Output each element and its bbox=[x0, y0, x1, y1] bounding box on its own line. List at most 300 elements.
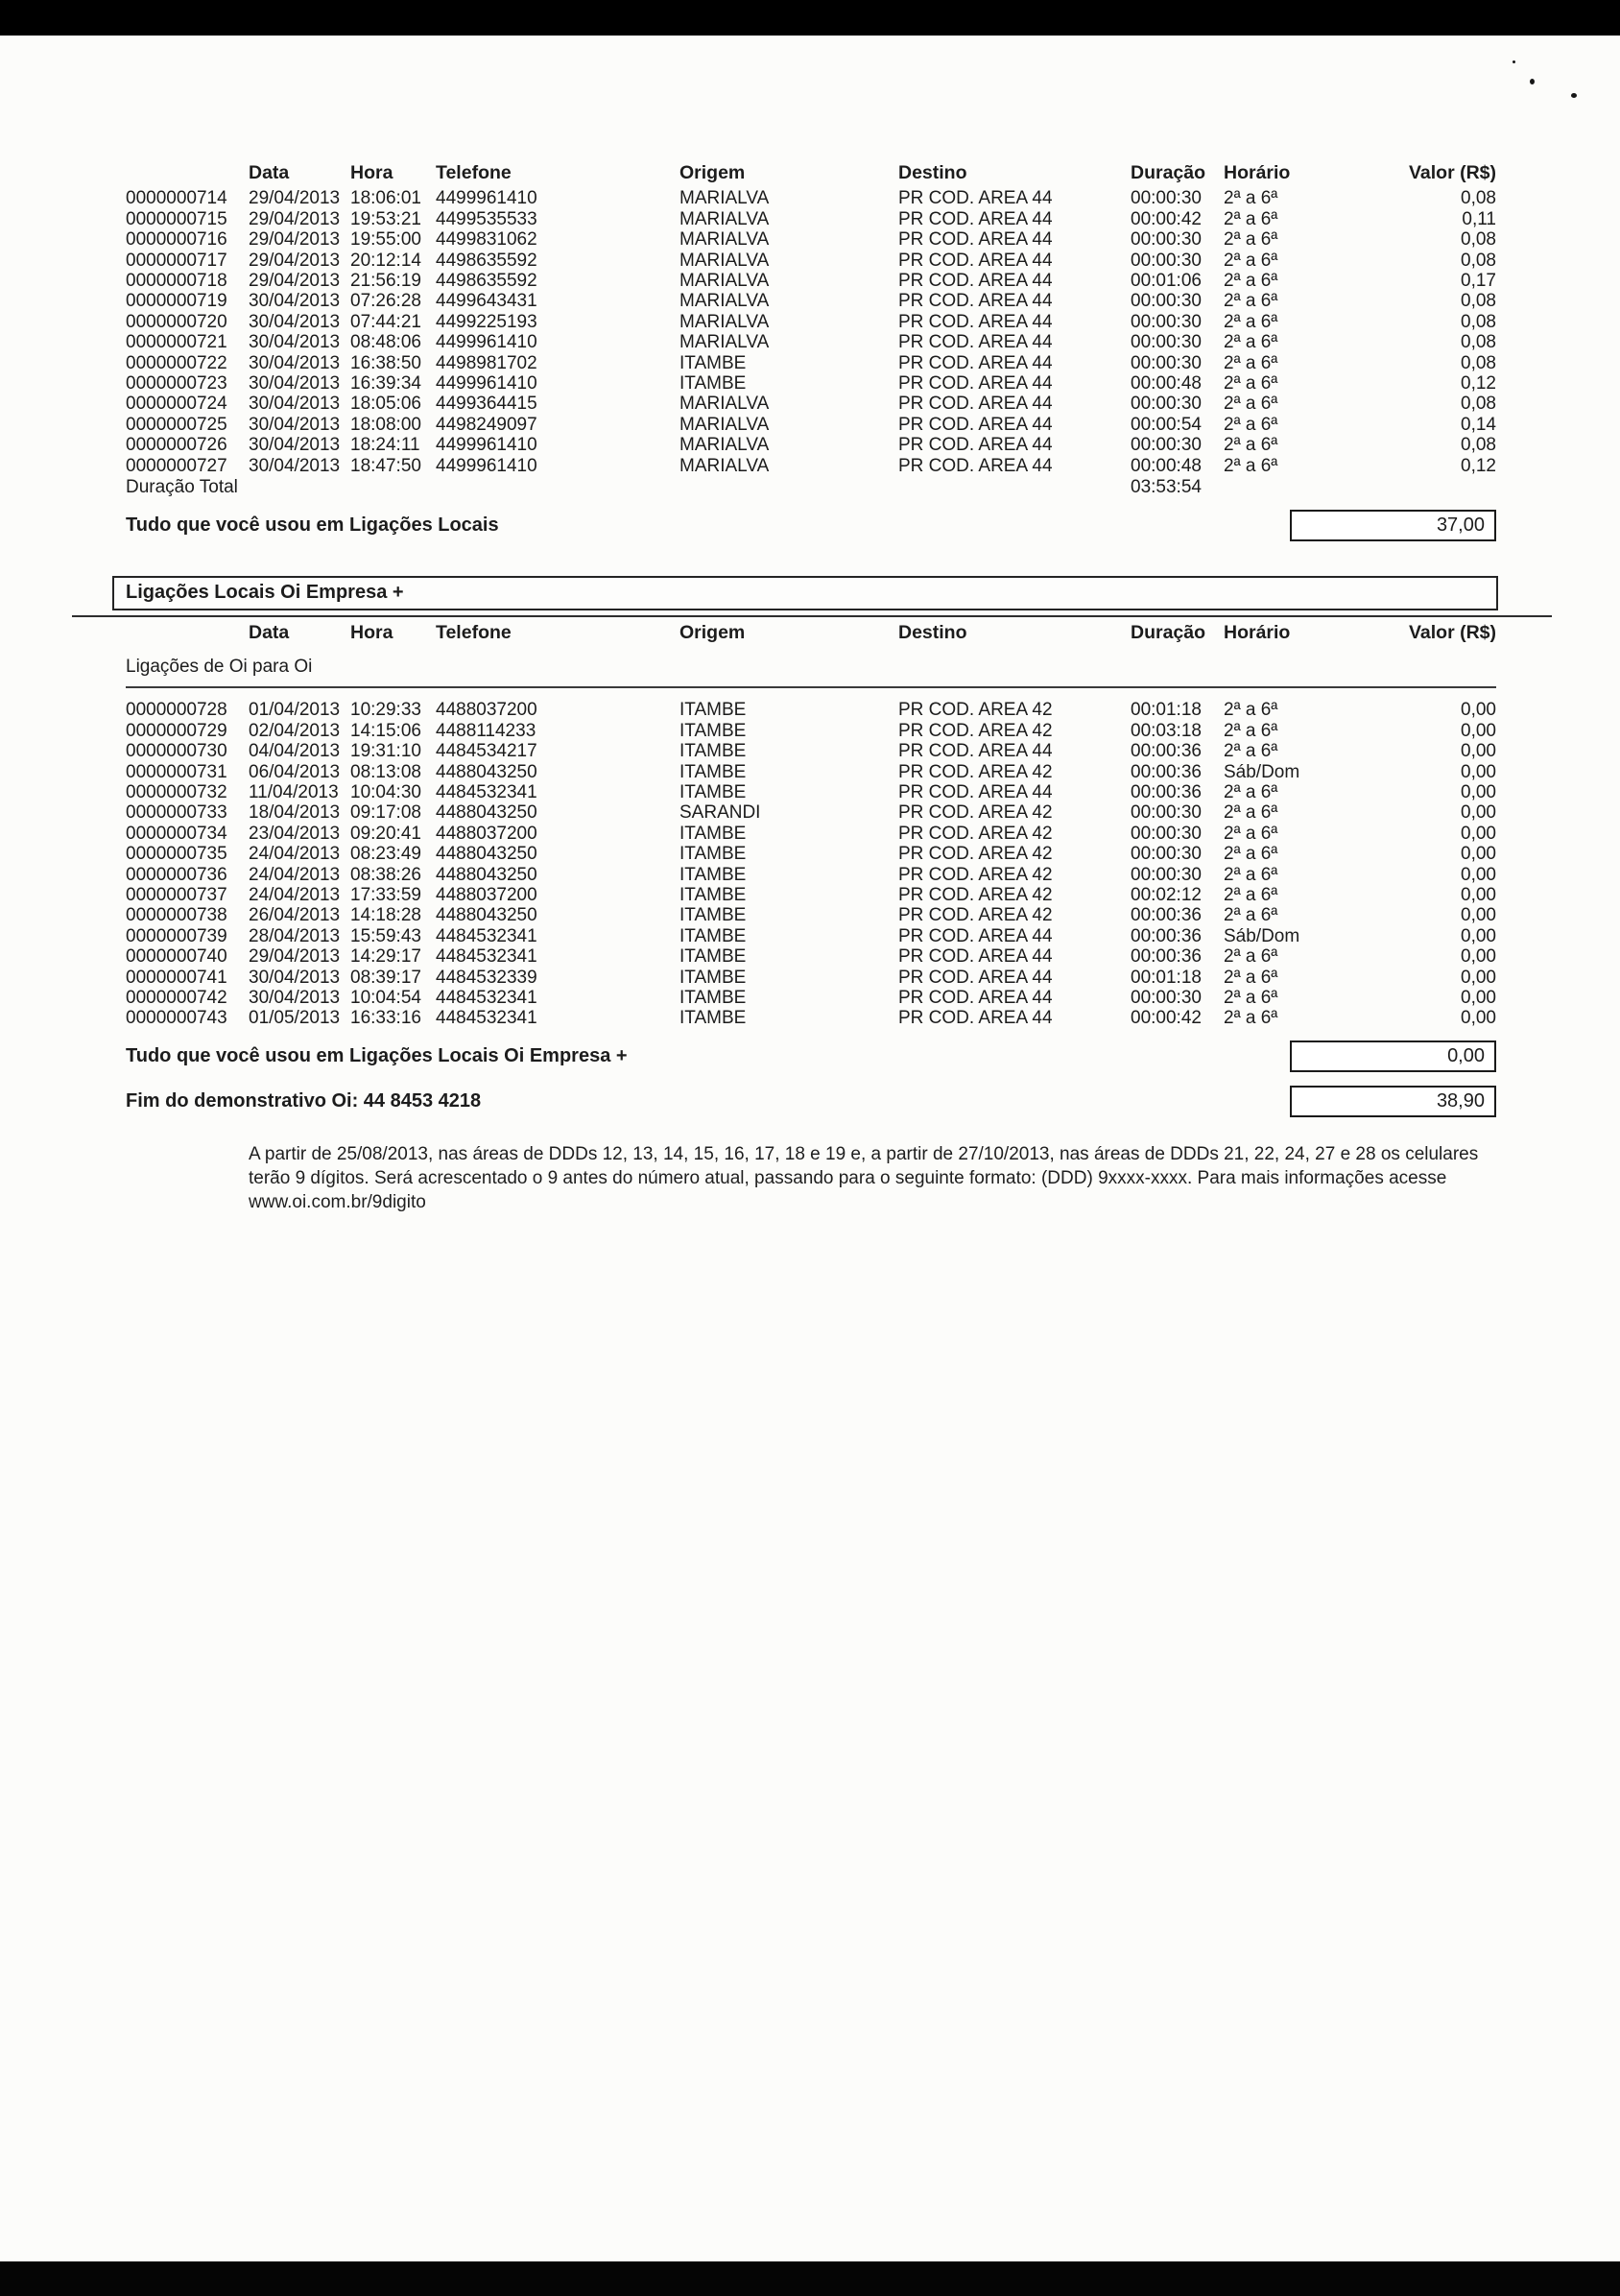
cell: ITAMBE bbox=[679, 761, 747, 782]
call-record-row bbox=[126, 721, 1496, 741]
cell: PR COD. AREA 44 bbox=[898, 781, 1053, 802]
call-record-row bbox=[126, 762, 1496, 782]
cell: PR COD. AREA 44 bbox=[898, 394, 1053, 415]
cell: 00:00:30 bbox=[1131, 844, 1202, 865]
cell: PR COD. AREA 44 bbox=[898, 455, 1053, 476]
cell: 2ª a 6ª bbox=[1224, 271, 1278, 292]
cell: ITAMBE bbox=[679, 988, 747, 1008]
cell: 0000000717 bbox=[126, 250, 227, 271]
cell: 00:00:42 bbox=[1131, 1008, 1202, 1029]
empty-cell bbox=[1224, 476, 1496, 497]
column-header: Telefone bbox=[436, 621, 512, 643]
column-header: Origem bbox=[679, 162, 746, 183]
cell: 4484532341 bbox=[436, 925, 537, 946]
cell: 30/04/2013 bbox=[249, 988, 341, 1008]
local-calls-summary-label: Tudo que você usou em Ligações Locais bbox=[126, 514, 499, 536]
cell: MARIALVA bbox=[679, 250, 770, 271]
cell: 14:18:28 bbox=[350, 905, 421, 926]
cell: PR COD. AREA 44 bbox=[898, 311, 1053, 332]
cell: 01/05/2013 bbox=[249, 1008, 341, 1029]
scan-speck bbox=[1530, 79, 1535, 84]
cell: 0000000732 bbox=[126, 781, 227, 802]
cell: 0000000729 bbox=[126, 720, 227, 741]
cell: 00:00:36 bbox=[1131, 781, 1202, 802]
cell: 0,08 bbox=[1461, 394, 1496, 415]
cell: 00:01:18 bbox=[1131, 967, 1202, 988]
cell: 0,00 bbox=[1461, 864, 1496, 885]
cell: 0000000734 bbox=[126, 823, 227, 844]
cell: 0,08 bbox=[1461, 250, 1496, 271]
cell: 4499831062 bbox=[436, 229, 537, 251]
cell: ITAMBE bbox=[679, 864, 747, 885]
cell: MARIALVA bbox=[679, 332, 770, 353]
cell: 4484532341 bbox=[436, 1008, 537, 1029]
cell: 0,12 bbox=[1461, 455, 1496, 476]
cell: 0,11 bbox=[1462, 208, 1496, 229]
column-header: Telefone bbox=[436, 162, 512, 183]
cell: 4488043250 bbox=[436, 905, 537, 926]
cell: 4484532341 bbox=[436, 781, 537, 802]
cell: 30/04/2013 bbox=[249, 455, 341, 476]
cell: 30/04/2013 bbox=[249, 414, 341, 435]
cell: 4499225193 bbox=[436, 311, 537, 332]
cell: ITAMBE bbox=[679, 967, 747, 988]
cell: 11/04/2013 bbox=[249, 781, 339, 802]
bill-content bbox=[126, 163, 1496, 1214]
cell: 30/04/2013 bbox=[249, 394, 341, 415]
cell: 0000000730 bbox=[126, 741, 227, 762]
cell: 2ª a 6ª bbox=[1224, 1008, 1278, 1029]
oi-empresa-section-title: Ligações Locais Oi Empresa + bbox=[126, 582, 404, 603]
oi-empresa-summary bbox=[126, 1040, 1496, 1072]
cell: ITAMBE bbox=[679, 925, 747, 946]
cell: 00:02:12 bbox=[1131, 884, 1202, 905]
cell: ITAMBE bbox=[679, 720, 747, 741]
cell: PR COD. AREA 44 bbox=[898, 925, 1053, 946]
call-record-row bbox=[126, 188, 1496, 208]
cell: MARIALVA bbox=[679, 229, 770, 251]
cell: 21:56:19 bbox=[350, 271, 421, 292]
cell: 0,00 bbox=[1461, 761, 1496, 782]
cell: 4498635592 bbox=[436, 271, 537, 292]
cell: 4484532339 bbox=[436, 967, 537, 988]
cell: PR COD. AREA 42 bbox=[898, 864, 1053, 885]
column-header: Destino bbox=[898, 621, 967, 643]
oi-empresa-total-value: 0,00 bbox=[1447, 1044, 1485, 1066]
cell: 2ª a 6ª bbox=[1224, 781, 1278, 802]
cell: 18:05:06 bbox=[350, 394, 421, 415]
call-record-row bbox=[126, 415, 1496, 435]
cell: 10:04:30 bbox=[350, 781, 421, 802]
cell: 08:48:06 bbox=[350, 332, 421, 353]
cell: 4488037200 bbox=[436, 700, 537, 721]
cell: 29/04/2013 bbox=[249, 250, 341, 271]
cell: 2ª a 6ª bbox=[1224, 905, 1278, 926]
cell: 0,17 bbox=[1461, 271, 1496, 292]
cell: ITAMBE bbox=[679, 844, 747, 865]
cell: 29/04/2013 bbox=[249, 229, 341, 251]
call-record-row bbox=[126, 456, 1496, 476]
call-record-row bbox=[126, 687, 1496, 720]
cell: 0,00 bbox=[1461, 925, 1496, 946]
cell: 0000000722 bbox=[126, 352, 227, 373]
cell: 04/04/2013 bbox=[249, 741, 341, 762]
cell: 00:01:06 bbox=[1131, 271, 1202, 292]
cell: 18:24:11 bbox=[350, 435, 420, 456]
cell: 4499961410 bbox=[436, 455, 537, 476]
cell: 00:00:30 bbox=[1131, 802, 1202, 824]
cell: 09:20:41 bbox=[350, 823, 421, 844]
cell: 4499364415 bbox=[436, 394, 537, 415]
cell: PR COD. AREA 42 bbox=[898, 905, 1053, 926]
cell: 4488114233 bbox=[436, 720, 536, 741]
cell: 4499961410 bbox=[436, 435, 537, 456]
cell: 00:00:36 bbox=[1131, 946, 1202, 968]
cell: 23/04/2013 bbox=[249, 823, 341, 844]
bill-final-total-value: 38,90 bbox=[1436, 1089, 1485, 1112]
cell: 0000000718 bbox=[126, 271, 227, 292]
cell: 0,00 bbox=[1461, 720, 1496, 741]
cell: 00:00:30 bbox=[1131, 291, 1202, 312]
cell: PR COD. AREA 44 bbox=[898, 988, 1053, 1008]
cell: 14:29:17 bbox=[350, 946, 421, 968]
cell: 2ª a 6ª bbox=[1224, 394, 1278, 415]
cell: PR COD. AREA 44 bbox=[898, 250, 1053, 271]
cell: 0000000714 bbox=[126, 188, 227, 209]
cell: 00:00:30 bbox=[1131, 250, 1202, 271]
bill-final-label: Fim do demonstrativo Oi: 44 8453 4218 bbox=[126, 1089, 482, 1112]
call-record-row bbox=[126, 802, 1496, 823]
call-record-row bbox=[126, 946, 1496, 967]
cell: 00:00:30 bbox=[1131, 435, 1202, 456]
cell: 0000000737 bbox=[126, 884, 227, 905]
cell: 30/04/2013 bbox=[249, 967, 341, 988]
cell: 0000000716 bbox=[126, 229, 227, 251]
cell: 00:00:54 bbox=[1131, 414, 1202, 435]
cell: 29/04/2013 bbox=[249, 208, 341, 229]
cell: 4499643431 bbox=[436, 291, 537, 312]
cell: 01/04/2013 bbox=[249, 700, 341, 721]
cell: 00:00:36 bbox=[1131, 925, 1202, 946]
cell: ITAMBE bbox=[679, 1008, 747, 1029]
cell: 4488037200 bbox=[436, 823, 537, 844]
cell: 07:26:28 bbox=[350, 291, 421, 312]
cell: PR COD. AREA 42 bbox=[898, 802, 1053, 824]
local-calls-total-box bbox=[1290, 510, 1496, 541]
bill-final-summary bbox=[126, 1086, 1496, 1117]
call-record-row bbox=[126, 435, 1496, 455]
cell: 2ª a 6ª bbox=[1224, 208, 1278, 229]
cell: 0000000726 bbox=[126, 435, 227, 456]
cell: 0000000725 bbox=[126, 414, 227, 435]
call-record-row bbox=[126, 844, 1496, 864]
cell: 09:17:08 bbox=[350, 802, 421, 824]
cell: PR COD. AREA 44 bbox=[898, 741, 1053, 762]
column-header: Duração bbox=[1131, 621, 1206, 643]
column-header: Data bbox=[249, 162, 290, 183]
call-record-row bbox=[126, 373, 1496, 394]
call-record-row bbox=[126, 291, 1496, 311]
cell: 0000000733 bbox=[126, 802, 227, 824]
cell: 0,08 bbox=[1461, 435, 1496, 456]
cell: PR COD. AREA 44 bbox=[898, 967, 1053, 988]
cell: ITAMBE bbox=[679, 884, 747, 905]
cell: 4498981702 bbox=[436, 352, 537, 373]
call-record-row bbox=[126, 394, 1496, 414]
cell: 0,12 bbox=[1461, 373, 1496, 395]
column-header: Hora bbox=[350, 621, 393, 643]
cell: Sáb/Dom bbox=[1224, 925, 1300, 946]
cell: 18:08:00 bbox=[350, 414, 421, 435]
scan-speck bbox=[1571, 93, 1577, 98]
cell: 00:00:30 bbox=[1131, 311, 1202, 332]
cell: 08:13:08 bbox=[350, 761, 421, 782]
cell: 29/04/2013 bbox=[249, 188, 341, 209]
cell: ITAMBE bbox=[679, 352, 747, 373]
cell: 4484532341 bbox=[436, 988, 537, 1008]
cell: PR COD. AREA 44 bbox=[898, 332, 1053, 353]
cell: 2ª a 6ª bbox=[1224, 967, 1278, 988]
cell: 0,08 bbox=[1461, 229, 1496, 251]
cell: 4499961410 bbox=[436, 373, 537, 395]
cell: 4488043250 bbox=[436, 802, 537, 824]
cell: 0000000736 bbox=[126, 864, 227, 885]
local-calls-total-value: 37,00 bbox=[1436, 514, 1485, 536]
call-record-row bbox=[126, 988, 1496, 1008]
cell: 00:00:30 bbox=[1131, 352, 1202, 373]
cell: 29/04/2013 bbox=[249, 946, 341, 968]
cell: 28/04/2013 bbox=[249, 925, 341, 946]
id-column-header bbox=[126, 163, 249, 188]
cell: 17:33:59 bbox=[350, 884, 421, 905]
cell: MARIALVA bbox=[679, 414, 770, 435]
call-record-row bbox=[126, 251, 1496, 271]
call-record-row bbox=[126, 824, 1496, 844]
cell: 30/04/2013 bbox=[249, 373, 341, 395]
cell: PR COD. AREA 44 bbox=[898, 373, 1053, 395]
cell: MARIALVA bbox=[679, 455, 770, 476]
cell: 2ª a 6ª bbox=[1224, 946, 1278, 968]
cell: 02/04/2013 bbox=[249, 720, 341, 741]
cell: ITAMBE bbox=[679, 373, 747, 395]
cell: ITAMBE bbox=[679, 946, 747, 968]
cell: 00:03:18 bbox=[1131, 720, 1202, 741]
cell: 29/04/2013 bbox=[249, 271, 341, 292]
cell: 08:23:49 bbox=[350, 844, 421, 865]
cell: 0,00 bbox=[1461, 1008, 1496, 1029]
cell: 16:39:34 bbox=[350, 373, 421, 395]
cell: 00:00:36 bbox=[1131, 905, 1202, 926]
cell: 19:53:21 bbox=[350, 208, 421, 229]
bill-final-total-box bbox=[1290, 1086, 1496, 1117]
scan-artifact-top-bar bbox=[0, 0, 1620, 36]
call-record-row bbox=[126, 885, 1496, 905]
cell: 0000000739 bbox=[126, 925, 227, 946]
cell: 30/04/2013 bbox=[249, 435, 341, 456]
cell: 0,00 bbox=[1461, 946, 1496, 968]
cell: 0000000724 bbox=[126, 394, 227, 415]
cell: 0,14 bbox=[1461, 414, 1496, 435]
nine-digit-notice: A partir de 25/08/2013, nas áreas de DDDs 12, 13, 14, 15, 16, 17, 18 e 19 e, a partir de 27/10/2013, nas áreas de DDDs 21, 22, 24, 27 e 28 os celulares terão 9 dígitos. Será acrescentado o 9 antes do número atual, passando para o seguinte formato: (DDD) 9xxxx-xxxx. Para mais informações acesse www.oi.com.br/9digito bbox=[249, 1143, 1479, 1212]
cell: 0,00 bbox=[1461, 700, 1496, 721]
cell: PR COD. AREA 42 bbox=[898, 761, 1053, 782]
cell: 14:15:06 bbox=[350, 720, 421, 741]
cell: 4498635592 bbox=[436, 250, 537, 271]
call-record-row bbox=[126, 926, 1496, 946]
cell: 07:44:21 bbox=[350, 311, 421, 332]
cell: 00:00:36 bbox=[1131, 741, 1202, 762]
cell: 00:00:48 bbox=[1131, 373, 1202, 395]
cell: 0000000728 bbox=[126, 700, 227, 721]
cell: 2ª a 6ª bbox=[1224, 373, 1278, 395]
cell: 0,08 bbox=[1461, 332, 1496, 353]
local-calls-table bbox=[126, 163, 1496, 498]
cell: ITAMBE bbox=[679, 700, 747, 721]
cell: PR COD. AREA 44 bbox=[898, 414, 1053, 435]
call-record-row bbox=[126, 905, 1496, 925]
cell: 0,00 bbox=[1461, 884, 1496, 905]
cell: MARIALVA bbox=[679, 208, 770, 229]
call-record-row bbox=[126, 741, 1496, 761]
cell: 18:47:50 bbox=[350, 455, 421, 476]
local-calls-summary bbox=[126, 510, 1496, 541]
cell: 2ª a 6ª bbox=[1224, 291, 1278, 312]
call-record-row bbox=[126, 271, 1496, 291]
column-header: Data bbox=[249, 621, 290, 643]
cell: 18/04/2013 bbox=[249, 802, 341, 824]
cell: 00:00:30 bbox=[1131, 394, 1202, 415]
cell: PR COD. AREA 42 bbox=[898, 700, 1053, 721]
cell: 24/04/2013 bbox=[249, 884, 341, 905]
cell: 2ª a 6ª bbox=[1224, 988, 1278, 1008]
cell: 4499961410 bbox=[436, 332, 537, 353]
cell: 15:59:43 bbox=[350, 925, 421, 946]
cell: 30/04/2013 bbox=[249, 291, 341, 312]
cell: 0,00 bbox=[1461, 781, 1496, 802]
cell: 2ª a 6ª bbox=[1224, 229, 1278, 251]
cell: 16:38:50 bbox=[350, 352, 421, 373]
cell: 19:31:10 bbox=[350, 741, 421, 762]
cell: 0,08 bbox=[1461, 311, 1496, 332]
call-record-row bbox=[126, 312, 1496, 332]
call-record-row bbox=[126, 209, 1496, 229]
scan-speck bbox=[1513, 60, 1515, 63]
cell: 2ª a 6ª bbox=[1224, 455, 1278, 476]
subsection-row bbox=[126, 648, 1496, 687]
cell: PR COD. AREA 44 bbox=[898, 188, 1053, 209]
cell: PR COD. AREA 44 bbox=[898, 208, 1053, 229]
cell: 2ª a 6ª bbox=[1224, 250, 1278, 271]
cell: 06/04/2013 bbox=[249, 761, 341, 782]
cell: 00:00:30 bbox=[1131, 988, 1202, 1008]
subsection-title: Ligações de Oi para Oi bbox=[126, 648, 1496, 687]
cell: 0000000741 bbox=[126, 967, 227, 988]
cell: 16:33:16 bbox=[350, 1008, 421, 1029]
cell: 2ª a 6ª bbox=[1224, 884, 1278, 905]
cell: 2ª a 6ª bbox=[1224, 823, 1278, 844]
cell: 0000000743 bbox=[126, 1008, 227, 1029]
cell: ITAMBE bbox=[679, 905, 747, 926]
cell: 4488043250 bbox=[436, 761, 537, 782]
cell: 00:00:30 bbox=[1131, 229, 1202, 251]
cell: 2ª a 6ª bbox=[1224, 435, 1278, 456]
call-record-row bbox=[126, 229, 1496, 250]
cell: 0,00 bbox=[1461, 802, 1496, 824]
cell: MARIALVA bbox=[679, 311, 770, 332]
call-record-row bbox=[126, 353, 1496, 373]
cell: 0,00 bbox=[1461, 905, 1496, 926]
cell: 10:04:54 bbox=[350, 988, 421, 1008]
cell: 18:06:01 bbox=[350, 188, 421, 209]
cell: 00:00:48 bbox=[1131, 455, 1202, 476]
cell: 4499535533 bbox=[436, 208, 537, 229]
column-header: Horário bbox=[1224, 162, 1291, 183]
cell: 20:12:14 bbox=[350, 250, 421, 271]
cell: 24/04/2013 bbox=[249, 844, 341, 865]
cell: 00:00:30 bbox=[1131, 823, 1202, 844]
cell: PR COD. AREA 44 bbox=[898, 1008, 1053, 1029]
cell: 2ª a 6ª bbox=[1224, 864, 1278, 885]
cell: 24/04/2013 bbox=[249, 864, 341, 885]
cell: 0000000742 bbox=[126, 988, 227, 1008]
cell: PR COD. AREA 42 bbox=[898, 844, 1053, 865]
cell: 4488037200 bbox=[436, 884, 537, 905]
cell: 2ª a 6ª bbox=[1224, 311, 1278, 332]
cell: 2ª a 6ª bbox=[1224, 700, 1278, 721]
cell: 00:00:36 bbox=[1131, 761, 1202, 782]
table-header-row bbox=[126, 163, 1496, 188]
cell: 0,08 bbox=[1461, 291, 1496, 312]
cell: 00:00:42 bbox=[1131, 208, 1202, 229]
cell: 00:00:30 bbox=[1131, 188, 1202, 209]
cell: 0000000720 bbox=[126, 311, 227, 332]
call-record-row bbox=[126, 968, 1496, 988]
cell: 0000000735 bbox=[126, 844, 227, 865]
cell: 4488043250 bbox=[436, 864, 537, 885]
oi-empresa-calls-table bbox=[126, 623, 1496, 1029]
cell: ITAMBE bbox=[679, 823, 747, 844]
id-column-header bbox=[126, 623, 249, 648]
cell: 26/04/2013 bbox=[249, 905, 341, 926]
oi-empresa-total-box bbox=[1290, 1040, 1496, 1072]
cell: 4488043250 bbox=[436, 844, 537, 865]
cell: MARIALVA bbox=[679, 188, 770, 209]
cell: 0000000719 bbox=[126, 291, 227, 312]
cell: 30/04/2013 bbox=[249, 311, 341, 332]
oi-empresa-summary-label: Tudo que você usou em Ligações Locais Oi Empresa + bbox=[126, 1044, 628, 1066]
cell: 0000000721 bbox=[126, 332, 227, 353]
cell: PR COD. AREA 42 bbox=[898, 884, 1053, 905]
call-record-row bbox=[126, 332, 1496, 352]
cell: 0,00 bbox=[1461, 741, 1496, 762]
cell: SARANDI bbox=[679, 802, 761, 824]
column-header: Valor (R$) bbox=[1408, 621, 1496, 643]
cell: Sáb/Dom bbox=[1224, 761, 1300, 782]
cell: PR COD. AREA 44 bbox=[898, 229, 1053, 251]
cell: MARIALVA bbox=[679, 291, 770, 312]
duration-total-label: Duração Total bbox=[126, 477, 238, 498]
column-header: Destino bbox=[898, 162, 967, 183]
cell: 0000000727 bbox=[126, 455, 227, 476]
duration-total-row bbox=[126, 476, 1496, 497]
cell: 0000000740 bbox=[126, 946, 227, 968]
cell: PR COD. AREA 44 bbox=[898, 291, 1053, 312]
cell: 0,08 bbox=[1461, 352, 1496, 373]
column-header: Duração bbox=[1131, 162, 1206, 183]
cell: 2ª a 6ª bbox=[1224, 802, 1278, 824]
cell: 0000000738 bbox=[126, 905, 227, 926]
cell: 00:00:30 bbox=[1131, 864, 1202, 885]
